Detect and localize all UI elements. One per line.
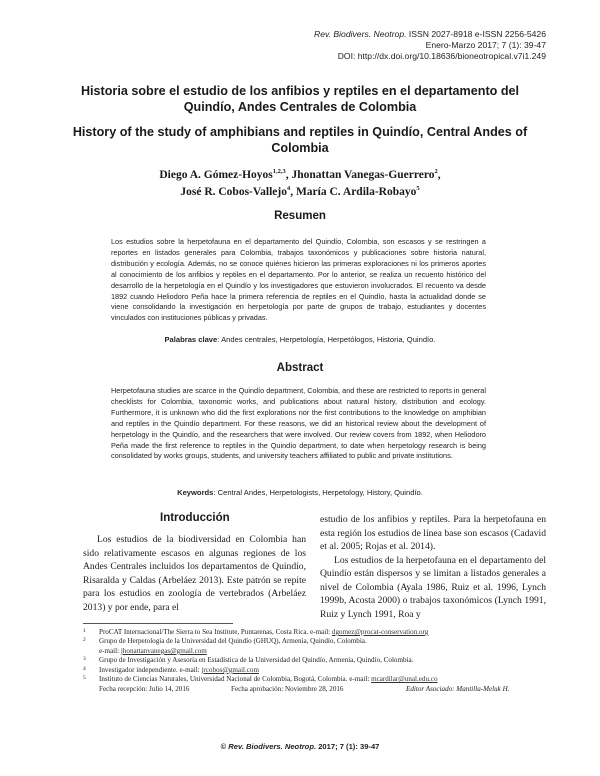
keywords-label: Palabras clave	[164, 335, 218, 344]
journal-issn-line	[314, 29, 546, 40]
footnote-text: Instituto de Ciencias Naturales, Universidad Nacional de Colombia, Bogotá, Colombia. e-mail:	[99, 675, 372, 684]
author-affiliation: 2	[434, 168, 438, 176]
title-spanish: Historia sobre el estudio de los anfibios y reptiles en el departamento del Quindío, Andes Centrales de Colombia	[80, 84, 520, 114]
intro-paragraph: Los estudios de la biodiversidad en Colombia han sido relativamente escasos en algunas regiones de los Andes Centrales incluidos los departamentos de Quindío, Risaralda y Caldas (Arbeláez 2013). Este patrón se repite para los estudios en zoología de vertebrados (Arbeláez 2013) y por ende, para el	[83, 534, 306, 613]
author-name: María C. Ardila-Robayo	[295, 186, 417, 198]
title-english: History of the study of amphibians and reptiles in Quindío, Central Andes of Colombia	[72, 125, 528, 155]
email-link[interactable]: jhonattanvanegas@gmail.com	[120, 646, 207, 655]
intro-left-column	[83, 533, 306, 614]
abstract-heading: Abstract	[276, 362, 324, 374]
footnote-number: 2	[83, 637, 86, 644]
authors-line-1: Diego A. Gómez-Hoyos$^{1,2,3}$, Jhonattan Vanegas-Guerrero$^2$,	[159, 168, 441, 181]
footnote	[83, 647, 553, 656]
resumen-heading: Resumen	[274, 210, 326, 222]
author-name: Jhonattan Vanegas-Guerrero	[291, 169, 435, 181]
authors-line-2: José R. Cobos-Vallejo$^4$, María C. Ardila-Robayo$^5$	[180, 185, 420, 198]
palabras-clave	[0, 335, 600, 345]
author-affiliation: 5	[416, 185, 420, 193]
associate-editor: Editor Asociado: Mantilla-Meluk H.	[406, 684, 510, 693]
footnotes	[83, 628, 553, 694]
footnote-number: 1	[83, 628, 86, 634]
intro-paragraph-continued: estudio de los anfibios y reptiles. Para la herpetofauna en esta región los estudios de línea base son escasos (Cadavid et al. 2005; Rojas et al. 2014).	[320, 514, 546, 552]
intro-right-column	[320, 513, 546, 621]
footer-citation: 2017; 7 (1): 39-47	[316, 742, 380, 751]
author-name: Diego A. Gómez-Hoyos	[159, 169, 273, 181]
footnote-text: e-mail:	[99, 646, 121, 655]
footnote-number: 3	[83, 656, 86, 663]
footnote	[83, 628, 553, 637]
keywords	[0, 488, 600, 498]
email-link[interactable]: jrcobos@gmail.com	[201, 665, 259, 674]
footnote-text: ProCAT Internacional/The Sierra to Sea Institute, Puntarenas, Costa Rica. e-mail:	[99, 628, 332, 636]
doi-link[interactable]: DOI: http://dx.doi.org/10.18636/bioneotropical.v7i1.249	[337, 51, 546, 61]
date-received: Fecha recepción: Julio 14, 2016	[99, 684, 190, 693]
authors	[90, 167, 510, 201]
email-link[interactable]: dgomez@procat-conservation.org	[331, 628, 429, 636]
keywords-label: Keywords	[177, 488, 214, 497]
copyright-symbol: ©	[220, 742, 229, 751]
journal-header	[314, 29, 546, 62]
author-name: José R. Cobos-Vallejo	[180, 186, 287, 198]
footnote	[83, 675, 553, 684]
introduccion-heading: Introducción	[160, 512, 230, 524]
resumen-text: Los estudios sobre la herpetofauna en el departamento del Quindío, Colombia, son escasos y se restringen a reportes en listados generales para Colombia, trabajos taxonómicos y publicaciones sobre historia natural, distribución y ecología. Además, no se conoce quiénes hicieron las primeras exploraciones ni los primeros aportes al conocimiento de los anfibios y reptiles en el departamento. Por lo anterior, se realiza un recuento histórico del desarrollo de la herpetología en el Quindío y los investigadores que estuvieron involucrados. El recuento va desde 1892 cuando Heliodoro Peña hace la primera referencia de reptiles en el Quindío, hasta la actualidad donde se viene consolidando la investigación en herpetología por parte de grupos de trabajo, estudiantes y docentes vinculados con instituciones públicas y privadas.	[111, 237, 486, 323]
footer-journal: Rev. Biodivers. Neotrop.	[228, 742, 317, 751]
submission-dates	[83, 685, 553, 694]
author-affiliation: 1,2,3	[272, 168, 286, 176]
date-approved: Fecha aprobación: Noviembre 28, 2016	[231, 684, 344, 693]
author-affiliation: 4	[286, 185, 291, 193]
footnote-number: 5	[83, 675, 86, 682]
footnote	[83, 656, 553, 665]
abstract-text: Herpetofauna studies are scarce in the Quindío department, Colombia, and these are restricted to reports in general checklists for Colombia, taxonomic works, and publications about natural history, distribution and ecology. Furthermore, it is unknown who did the first explorations nor the first contributions to the knowledge on amphibian and reptiles in the Quindío department. For these reasons, we did an historical review about the development of herpetology in the Quindío, and the researchers that were involved. Our review covers from 1892, when Heliodoro Peña made the first reference to reptiles in the Quindío department, to date when herpetology research is being consolidated by works groups, students, and university teachers affiliated to public and private institutions.	[111, 386, 486, 461]
email-link[interactable]: mcardilar@unal.edu.co	[371, 675, 438, 684]
footnote-text: Grupo de Herpetología de la Universidad del Quindío (GHUQ), Armenia, Quindío, Colombia.	[99, 637, 367, 646]
page-footer	[0, 742, 600, 751]
footnote	[83, 666, 553, 675]
footnote-divider	[83, 623, 233, 624]
footnote-text: Grupo de Investigación y Asesoría en Estadística de la Universidad del Quindío, Armenia, Quindío, Colombia.	[99, 656, 414, 665]
keywords-list: : Central Andes, Herpetologists, Herpetology, History, Quindío.	[213, 488, 423, 497]
footnote-text: Investigador independiente. e-mail:	[99, 665, 202, 674]
footnote-number: 4	[83, 665, 86, 672]
footnote	[83, 637, 553, 646]
journal-name: Rev. Biodivers. Neotrop.	[313, 29, 407, 39]
keywords-list: : Andes centrales, Herpetología, Herpetólogos, Historia, Quindío.	[217, 335, 436, 344]
issn: ISSN 2027-8918 e-ISSN 2256-5426	[406, 29, 546, 39]
issue-info: Enero-Marzo 2017; 7 (1): 39-47	[425, 40, 546, 50]
intro-paragraph: Los estudios de la herpetofauna en el departamento del Quindío están dispersos y se limitan a listados generales a nivel de Colombia (Ayala 1986, Ruiz et al. 1996, Lynch 1999b, Acosta 2000) o trabajos taxonómicos (Lynch 1991, Ruiz y Lynch 1991, Roa y	[320, 554, 546, 620]
